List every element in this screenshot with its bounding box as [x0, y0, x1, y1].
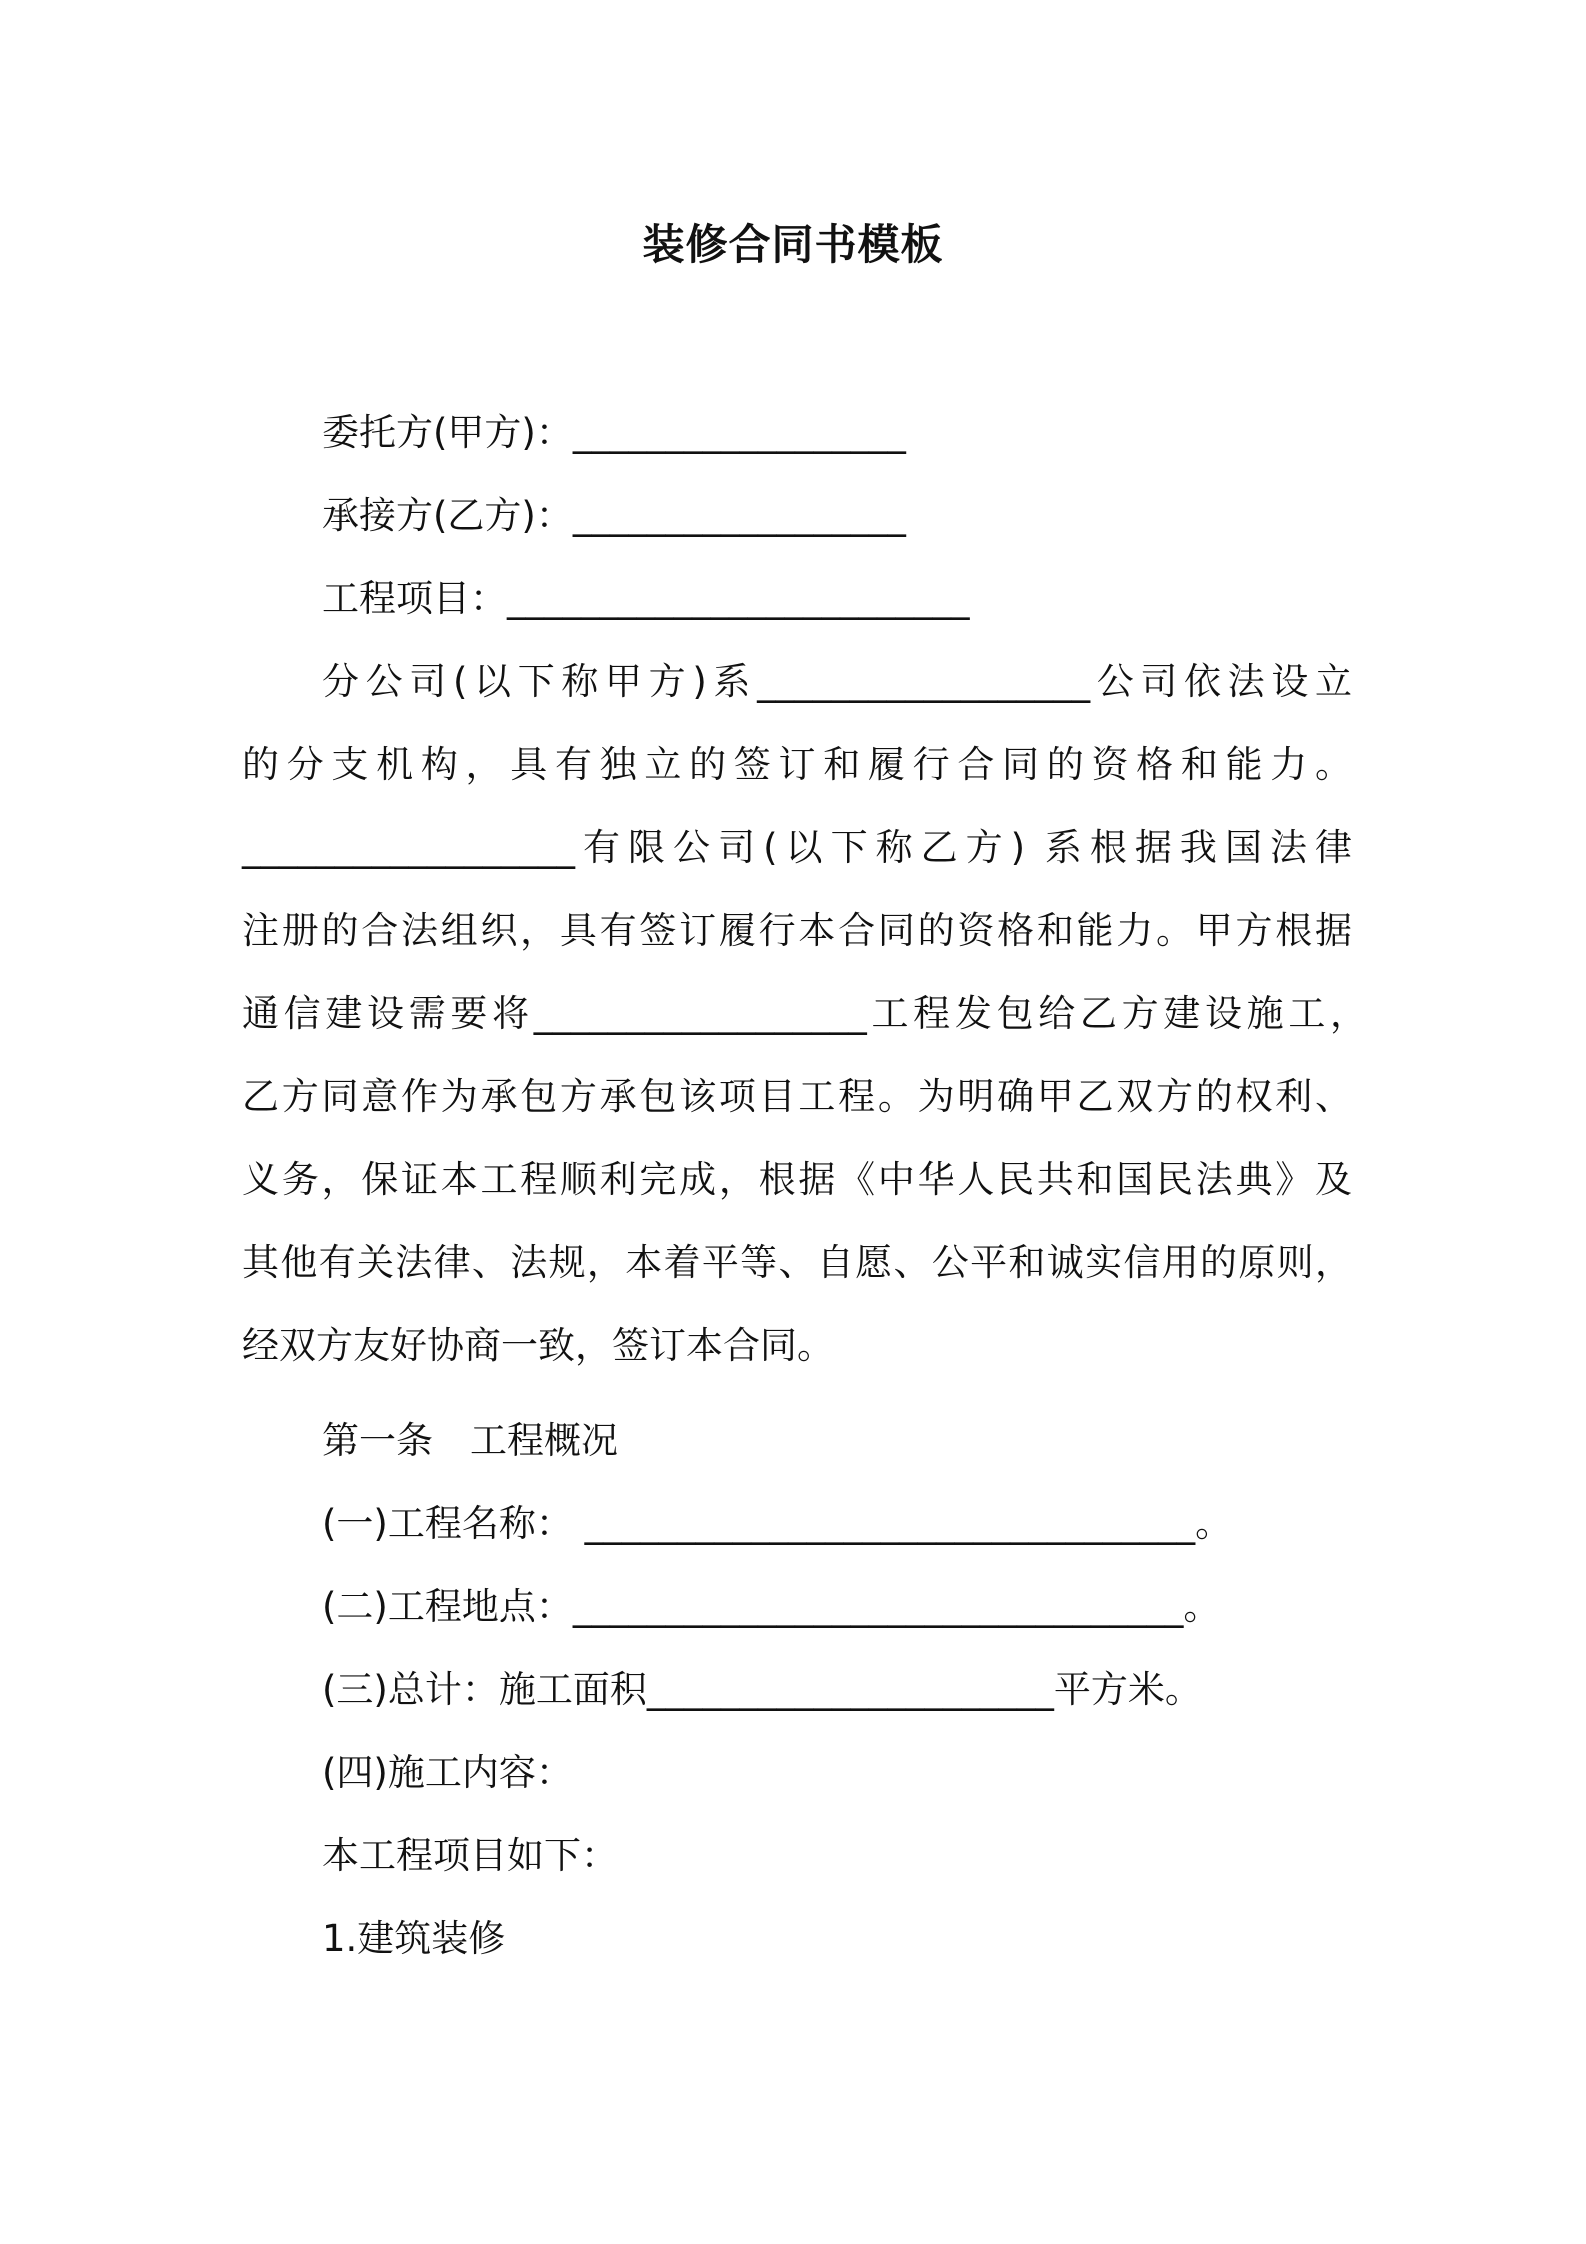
- document-title: 装修合同书模板: [642, 220, 944, 269]
- preamble-line-8: 其他有关法律、法规，本着平等、自愿、公平和诚实信用的原则，: [242, 1241, 1352, 1284]
- article-1-heading: 第一条 工程概况: [322, 1419, 618, 1462]
- list-item-1: 1.建筑装修: [322, 1917, 506, 1960]
- preamble-line-7: 义务，保证本工程顺利完成，根据《中华人民共和国民法典》及: [242, 1158, 1352, 1201]
- preamble-line-2: 的分支机构，具有独立的签订和履行合同的资格和能力。: [242, 743, 1352, 786]
- preamble-line-3: __________________有限公司(以下称乙方) 系根据我国法律: [242, 826, 1352, 869]
- item-construction-content: (四)施工内容：: [322, 1751, 573, 1794]
- preamble-line-1: 分公司(以下称甲方)系__________________公司依法设立: [322, 660, 1352, 703]
- preamble-line-4: 注册的合法组织，具有签订履行本合同的资格和能力。甲方根据: [242, 909, 1352, 952]
- preamble-line-6: 乙方同意作为承包方承包该项目工程。为明确甲乙双方的权利、: [242, 1075, 1352, 1118]
- preamble-line-5: 通信建设需要将__________________工程发包给乙方建设施工，: [242, 992, 1367, 1035]
- party-b-line: 承接方(乙方)：__________________: [322, 494, 906, 537]
- items-intro: 本工程项目如下：: [322, 1834, 618, 1877]
- item-project-name: (一)工程名称： _________________________________。: [322, 1502, 1233, 1545]
- item-total-area: (三)总计：施工面积______________________平方米。: [322, 1668, 1202, 1711]
- item-project-location: (二)工程地点：_________________________________。: [322, 1585, 1221, 1628]
- project-line: 工程项目：_________________________: [322, 577, 970, 620]
- preamble-line-9: 经双方友好协商一致，签订本合同。: [242, 1324, 834, 1367]
- party-a-line: 委托方(甲方)：__________________: [322, 411, 906, 454]
